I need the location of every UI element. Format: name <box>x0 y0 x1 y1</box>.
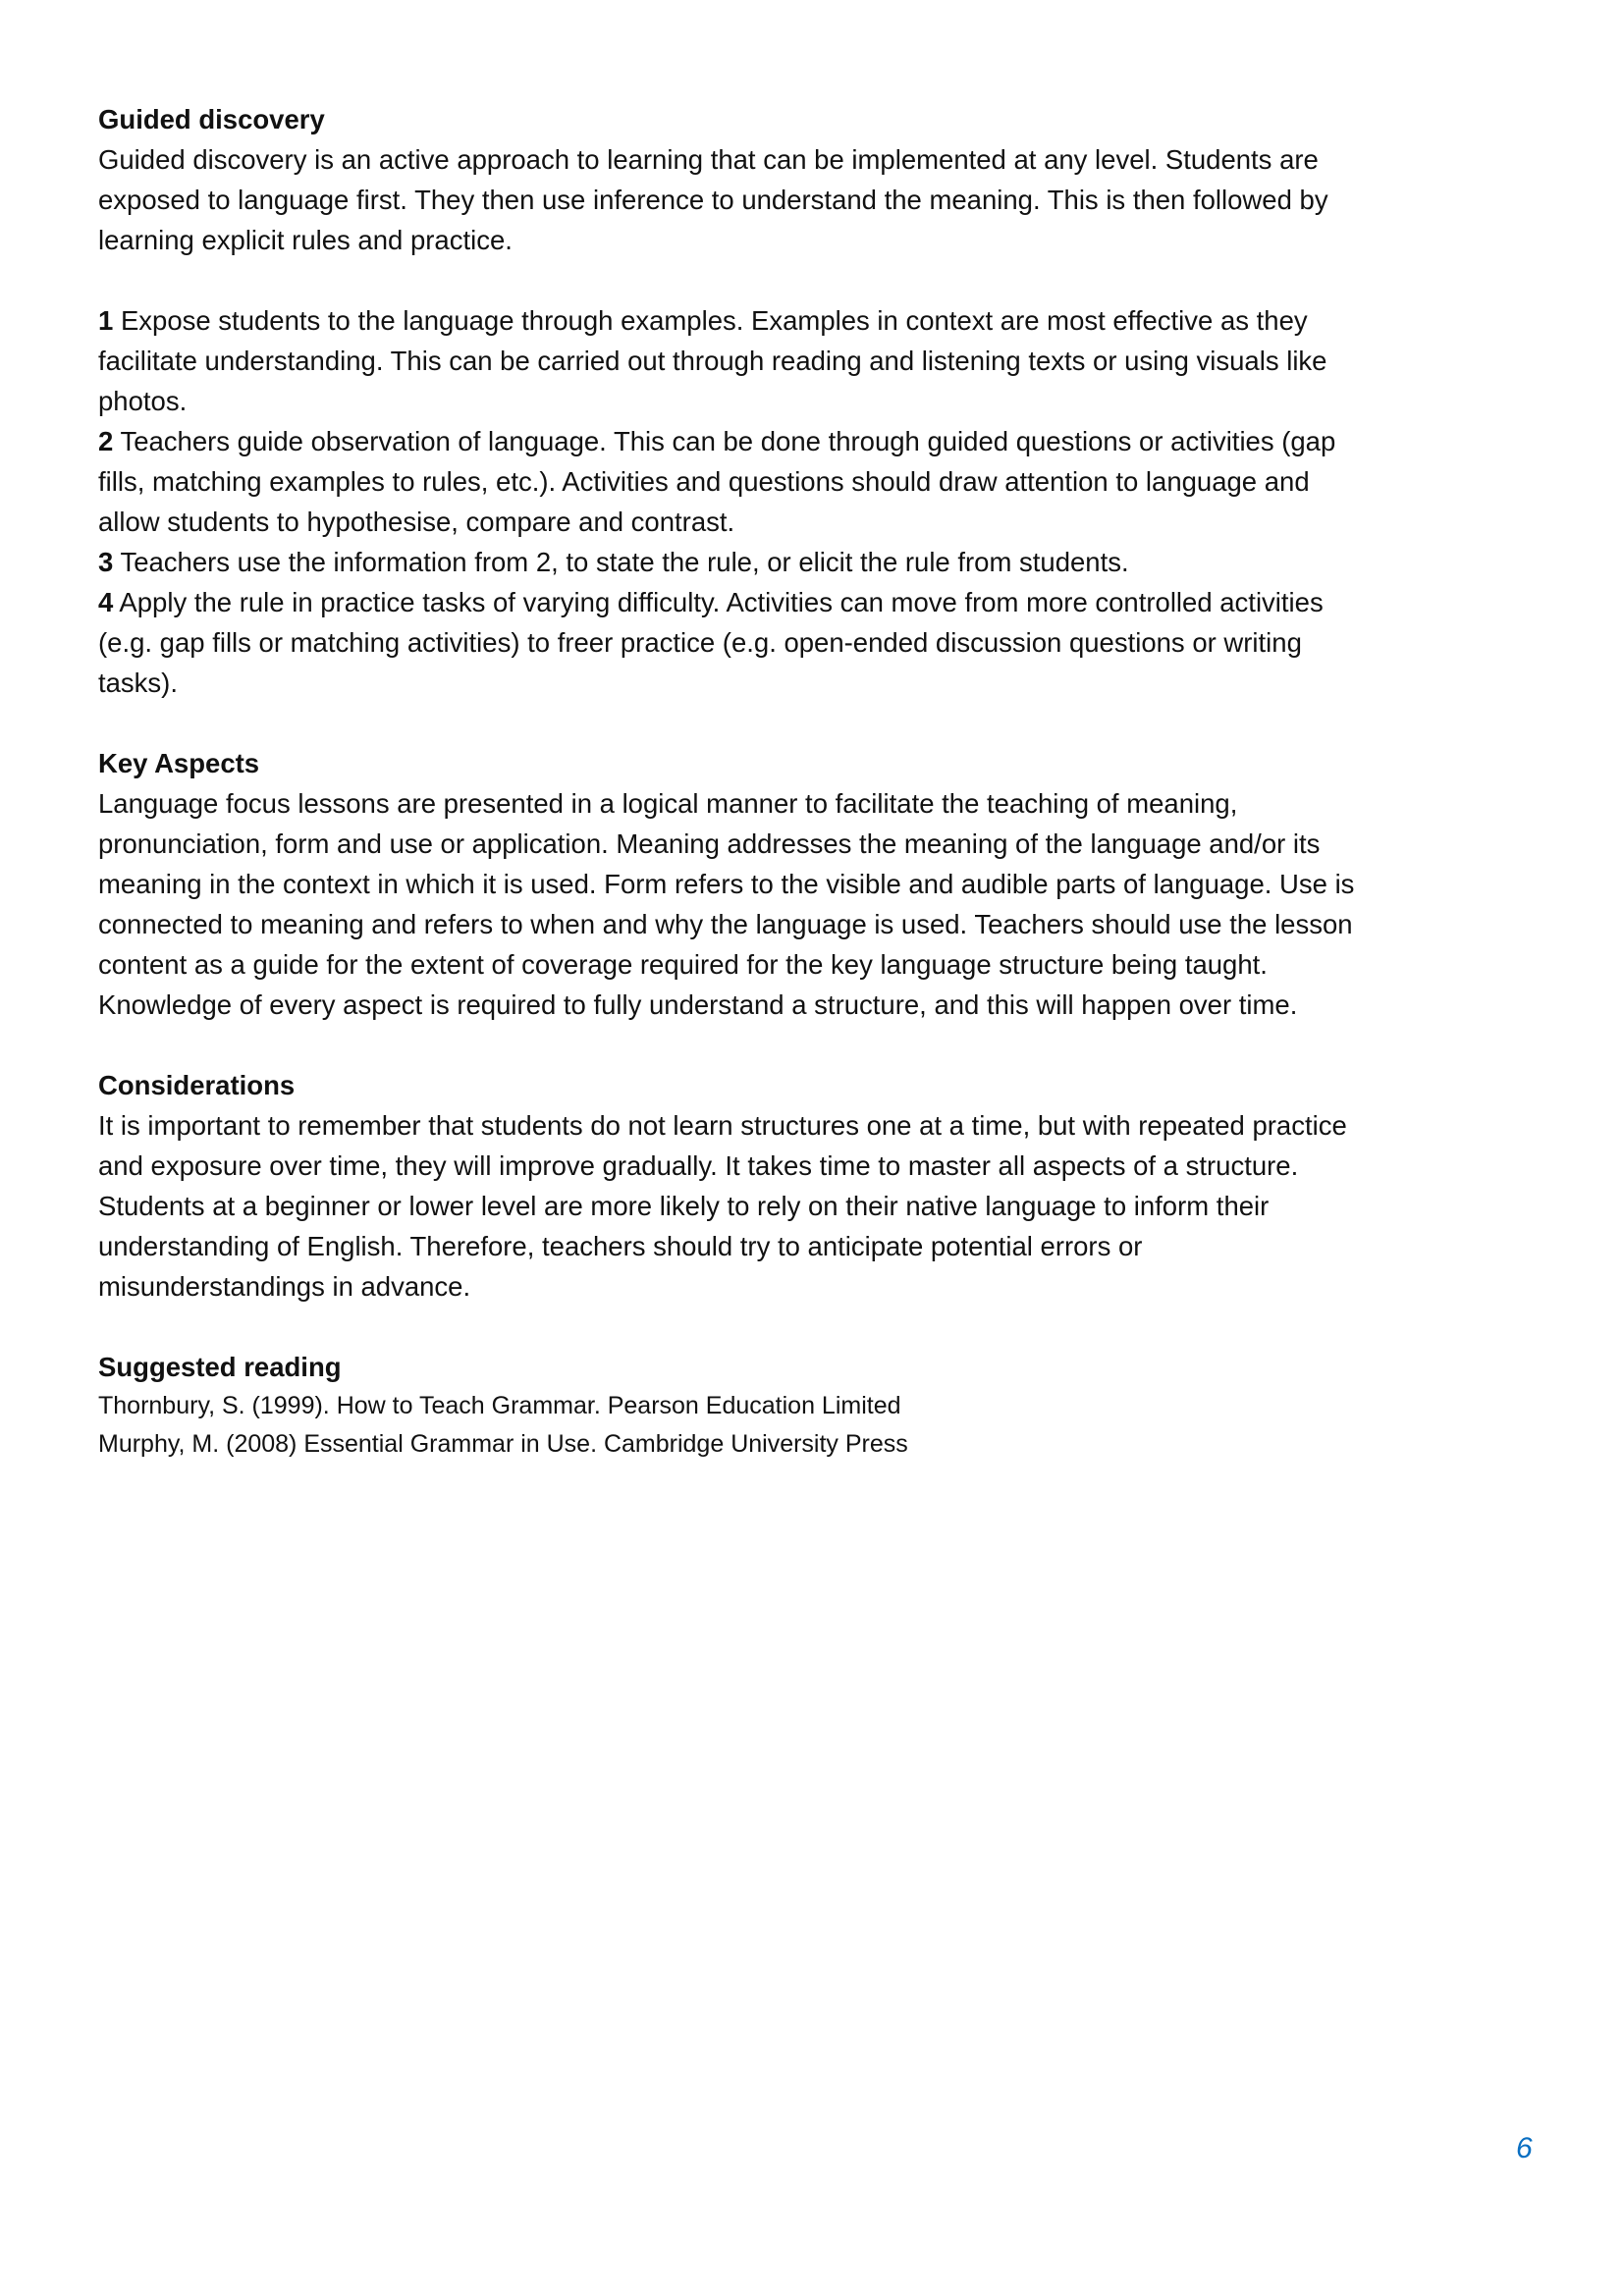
paragraph-line: meaning in the context in which it is used. Form refers to the visible and audible parts of language. Use is <box>98 869 1355 899</box>
paragraph-line: Knowledge of every aspect is required to fully understand a structure, and this will happen over time. <box>98 989 1298 1020</box>
paragraph-line: pronunciation, form and use or application. Meaning addresses the meaning of the language and/or its <box>98 828 1321 859</box>
paragraph-line: Students at a beginner or lower level are more likely to rely on their native language to inform their <box>98 1191 1270 1221</box>
step-text: (e.g. gap fills or matching activities) to freer practice (e.g. open-ended discussion questions or writing <box>98 627 1302 658</box>
heading-key-aspects: Key Aspects <box>98 748 260 778</box>
heading-guided-discovery: Guided discovery <box>98 104 325 134</box>
paragraph-line: learning explicit rules and practice. <box>98 225 513 255</box>
step-text: Apply the rule in practice tasks of varying difficulty. Activities can move from more controlled activities <box>119 587 1324 617</box>
paragraph-line: misunderstandings in advance. <box>98 1271 471 1302</box>
paragraph-line: and exposure over time, they will improve gradually. It takes time to master all aspects of a structure. <box>98 1150 1299 1181</box>
step-4 <box>98 582 1571 622</box>
step-1 <box>98 300 1571 341</box>
step-2 <box>98 421 1571 461</box>
step-text: Expose students to the language through examples. Examples in context are most effective as they <box>120 305 1308 336</box>
page-number: 6 <box>1516 2132 1533 2164</box>
reference-item: Murphy, M. (2008) Essential Grammar in Use. Cambridge University Press <box>98 1430 908 1458</box>
step-number: 1 <box>98 305 114 336</box>
step-text: tasks). <box>98 667 178 698</box>
step-number: 3 <box>98 547 114 577</box>
step-text: Teachers guide observation of language. This can be done through guided questions or activities (gap <box>120 426 1336 456</box>
step-text: fills, matching examples to rules, etc.). Activities and questions should draw attention to language and <box>98 466 1310 497</box>
paragraph-line: exposed to language first. They then use inference to understand the meaning. This is then followed by <box>98 185 1328 215</box>
paragraph-line: It is important to remember that students do not learn structures one at a time, but with repeated practice <box>98 1110 1347 1141</box>
paragraph-line: connected to meaning and refers to when and why the language is used. Teachers should use the lesson <box>98 909 1353 939</box>
paragraph-line: content as a guide for the extent of coverage required for the key language structure being taught. <box>98 949 1268 980</box>
step-number: 4 <box>98 587 114 617</box>
paragraph-line: understanding of English. Therefore, teachers should try to anticipate potential errors or <box>98 1231 1143 1261</box>
reference-item: Thornbury, S. (1999). How to Teach Grammar. Pearson Education Limited <box>98 1392 901 1419</box>
page-content <box>98 99 1571 1464</box>
step-number: 2 <box>98 426 114 456</box>
step-text: allow students to hypothesise, compare and contrast. <box>98 507 735 537</box>
paragraph-line: Language focus lessons are presented in a logical manner to facilitate the teaching of meaning, <box>98 788 1238 819</box>
step-3 <box>98 542 1571 582</box>
step-text: Teachers use the information from 2, to state the rule, or elicit the rule from students. <box>120 547 1129 577</box>
paragraph-line: Guided discovery is an active approach to learning that can be implemented at any level. Students are <box>98 144 1319 175</box>
step-text: photos. <box>98 386 188 416</box>
heading-considerations: Considerations <box>98 1070 296 1100</box>
heading-suggested-reading: Suggested reading <box>98 1352 342 1382</box>
step-text: facilitate understanding. This can be carried out through reading and listening texts or using visuals like <box>98 346 1327 376</box>
